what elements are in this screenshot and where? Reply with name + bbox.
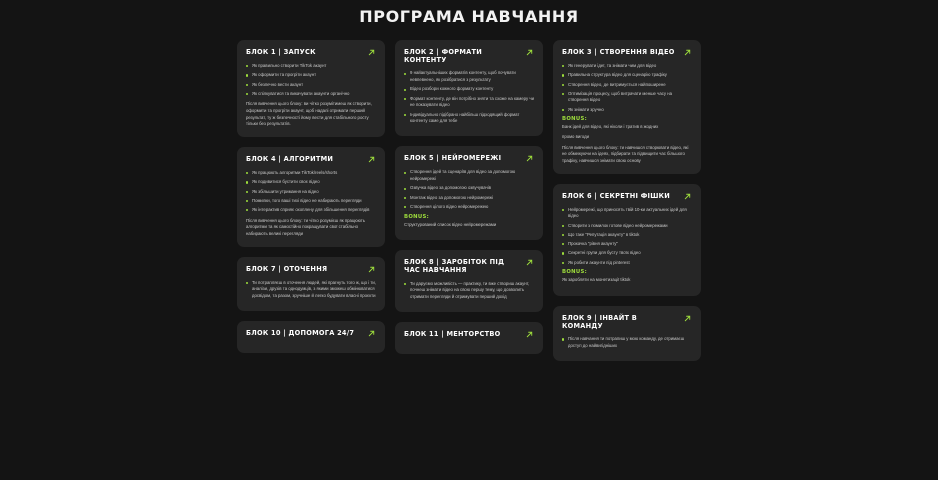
bonus-label: BONUS: [562, 269, 588, 276]
arrow-up-right-icon[interactable] [525, 330, 534, 339]
card-title: БЛОК 1 | ЗАПУСК [246, 48, 316, 56]
card-header [562, 192, 692, 201]
program-cards-grid [237, 40, 701, 371]
list-item: Створення ідей та сценаріїв для відео за допомогою нейромережі [404, 169, 534, 182]
block-card-5[interactable] [395, 146, 543, 240]
list-item: Після навчання ти потрапиш у мою команду, де отримаєш доступ до найвигідніших [562, 336, 692, 349]
card-header [246, 329, 376, 338]
card-items [404, 169, 534, 210]
block-card-11[interactable] [395, 322, 543, 354]
list-item: 9 найактуальніших форматів контенту, щоб почувати невпевнено, як розібратися з результату [404, 70, 534, 83]
block-card-9[interactable] [553, 306, 701, 361]
block-card-6[interactable] [553, 184, 701, 296]
list-item: Як знімати зручно [562, 107, 692, 114]
list-item: Як спілкуватися та викачувати акаунти органічно [246, 91, 376, 98]
list-item: Створення цілого відео нейромережею [404, 204, 534, 211]
list-item: Як безпечно вести акаунт [246, 82, 376, 89]
card-subitems [404, 86, 534, 124]
card-items [404, 281, 534, 301]
arrow-up-right-icon[interactable] [367, 329, 376, 338]
card-items [562, 63, 692, 113]
list-item: Як подивитися бустити своє відео [246, 179, 376, 186]
card-header [246, 155, 376, 164]
card-header [404, 258, 534, 274]
bonus-text: Структурований список відео нейромережами [404, 221, 497, 227]
card-items [246, 280, 376, 300]
card-items [562, 207, 692, 267]
card-title: БЛОК 9 | ІНВАЙТ В КОМАНДУ [562, 313, 638, 331]
list-item: Формат контенту, де він потрібно зняти та схоже на камеру чи не показувати відео [404, 96, 534, 109]
list-item: Як збільшити утримання на відео [246, 189, 376, 196]
card-title: БЛОК 11 | МЕНТОРСТВО [404, 330, 501, 339]
arrow-up-right-icon[interactable] [683, 314, 692, 323]
list-item: Оптимізація процесу, щоб витрачати менше часу на створення відео [562, 91, 692, 104]
card-title: БЛОК 3 | СТВОРЕННЯ ВІДЕО [562, 48, 675, 56]
page-title: ПРОГРАМА НАВЧАННЯ [359, 7, 579, 26]
card-title: БЛОК 10 | ДОПОМОГА 24/7 [246, 329, 355, 338]
arrow-up-right-icon[interactable] [367, 48, 376, 57]
list-item: Як працюють алгоритми TikTok/reels/shorts [246, 170, 376, 177]
list-item: Нейромережі, що приносять твій 10-ки актуальних ідей для відео [562, 207, 692, 220]
arrow-up-right-icon[interactable] [367, 155, 376, 164]
bonus-text: Банк ідей для відео, які ніколи і тратив в жодних [562, 124, 659, 130]
list-item: Як генерувати ідеї, та знімати чим для відео [562, 63, 692, 70]
card-header [404, 154, 534, 163]
card-title: БЛОК 8 | ЗАРОБІТОК ПІД ЧАС НАВЧАННЯ [404, 258, 505, 275]
list-item: Створити з помилок готове відео нейромережами [562, 223, 692, 230]
list-item: Ти потрапляєш в оточення людей, які прагнуть того ж, що і ти, аналізи, друзів та однодумців, з якими зможеш обмінюватися досвідом, та разом, зручніше й легко будувати власні проєкти [246, 280, 376, 300]
list-item: Індивідуально підібрано найбільш підходящий формат контенту саме для тебе [404, 112, 534, 125]
card-items [404, 70, 534, 83]
arrow-up-right-icon[interactable] [683, 192, 692, 201]
arrow-up-right-icon[interactable] [683, 48, 692, 57]
list-item: Як оформити та прогріти акаунт [246, 72, 376, 79]
block-card-1[interactable] [237, 40, 385, 137]
block-card-2[interactable] [395, 40, 543, 136]
card-header [404, 330, 534, 339]
arrow-up-right-icon[interactable] [525, 258, 534, 267]
card-title: БЛОК 2 | ФОРМАТИ КОНТЕНТУ [404, 48, 483, 65]
card-title: БЛОК 7 | ОТОЧЕННЯ [246, 264, 328, 273]
card-title: БЛОК 5 | НЕЙРОМЕРЕЖІ [404, 154, 502, 163]
card-title: БЛОК 6 | СЕКРЕТНІ ФІШКИ [562, 191, 671, 200]
list-item: Прокачка "рівня акаунту" [562, 241, 692, 248]
list-item: Ти даруємо можливість — практику, ти вже створиш акаунт, почнеш знімати відео на свою першу тему, що дозволить отримати перегляди й отримувати перший дохід [404, 281, 534, 301]
arrow-up-right-icon[interactable] [525, 48, 534, 57]
card-summary: Після вивчення цього блоку: ви чітко розумітимеш як створити, оформити та прогріти акаунт, щоб надалі отримати перший результат, ту ж безпечності йому вести для стабільного росту тільки без результатів. [246, 101, 372, 127]
card-items [246, 63, 376, 97]
card-title: БЛОК 4 | АЛГОРИТМИ [246, 155, 334, 164]
arrow-up-right-icon[interactable] [367, 265, 376, 274]
card-summary: Після вивчення цього блоку: ти навчишся створювати відео, які не обмежуючи на ідеях, підбирати та підвищити час більшого трафіку, навчишся знімати свою основу [562, 144, 689, 163]
list-item: Як інтерактив сприяє охоплену для збільшення переглядів [246, 207, 376, 214]
list-item: Помилки, того ваші тихі відео не набирають перегляди [246, 198, 376, 205]
arrow-up-right-icon[interactable] [525, 154, 534, 163]
list-item: Монтаж відео за допомогою нейромережі [404, 195, 534, 202]
list-item: Секретні групи для бусту твоїх відео [562, 250, 692, 257]
list-item: Як робити акаунти під pinterest [562, 260, 692, 267]
list-item: Озвучка відео за допомогою озвучувачів [404, 185, 534, 192]
card-summary: Після вивчення цього блоку: ти чітко розумієш як працюють алгоритми та як самостійно покращувати свої стабільно набирають великі перегляди [246, 217, 365, 236]
card-header [404, 48, 534, 64]
list-item: Що таке "Репутація акаунту" в tiktok [562, 232, 692, 239]
block-card-4[interactable] [237, 147, 385, 247]
block-card-7[interactable] [237, 257, 385, 312]
card-header [246, 265, 376, 274]
card-header [562, 48, 692, 57]
list-item: Правильна структура відео для сценарію трафіку [562, 72, 692, 79]
card-header [562, 314, 692, 330]
block-card-3[interactable] [553, 40, 701, 174]
card-items [246, 170, 376, 214]
block-card-8[interactable] [395, 250, 543, 312]
list-item: Як правильно створити TikTok акаунт [246, 63, 376, 70]
card-header [246, 48, 376, 57]
bonus-text: Як заробляти на монетизації tiktok [562, 277, 631, 283]
list-item: Створення відео, де витримується найпоширене [562, 82, 692, 89]
card-items [562, 336, 692, 349]
list-item: Відео розбори кожного формату контенту [404, 86, 534, 93]
block-card-10[interactable] [237, 321, 385, 353]
bonus-text-2: промо вигоди [562, 133, 590, 139]
bonus-label: BONUS: [562, 116, 588, 123]
bonus-label: BONUS: [404, 213, 430, 220]
